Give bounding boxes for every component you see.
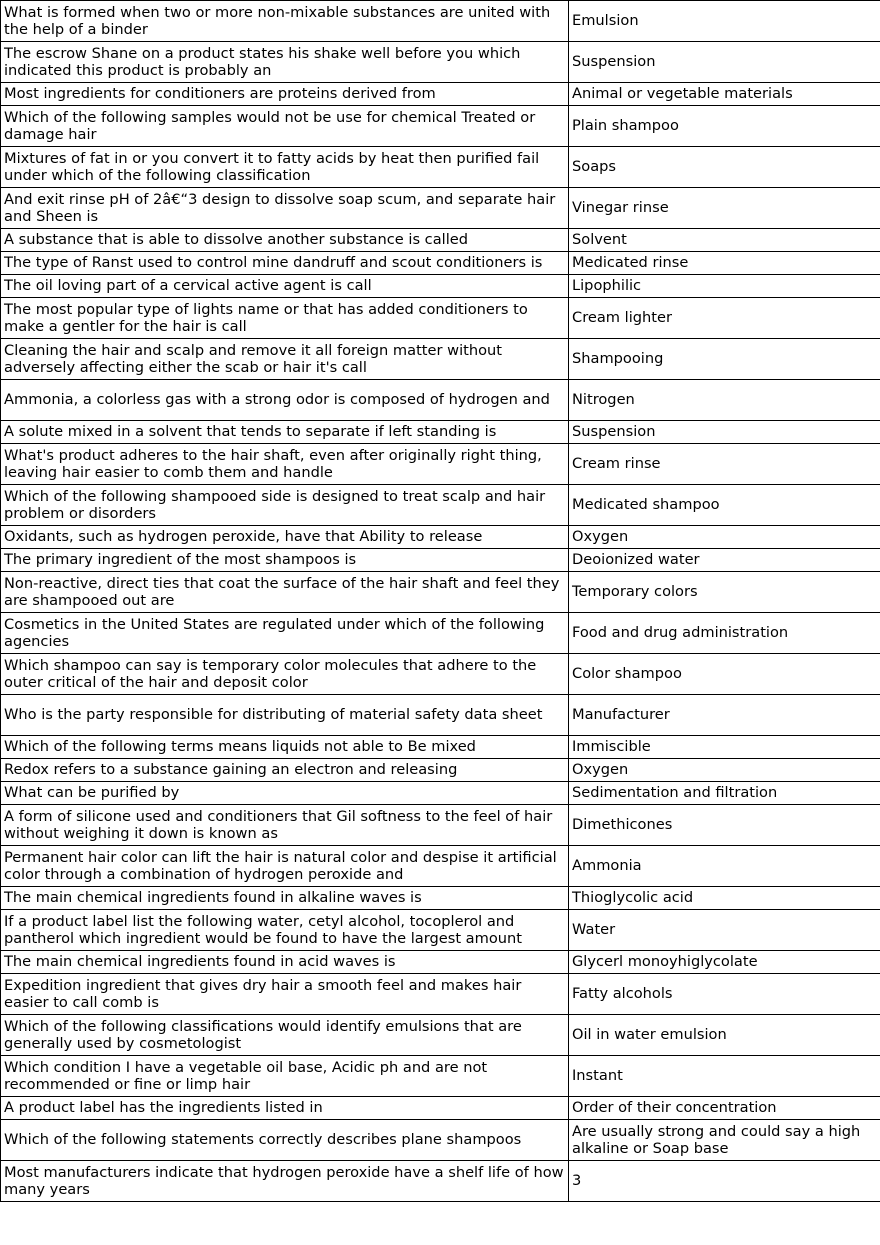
table-row xyxy=(1,846,880,887)
answer-cell: Soaps xyxy=(569,147,880,188)
question-cell: A product label has the ingredients listed in xyxy=(1,1097,569,1120)
table-row xyxy=(1,526,880,549)
answer-cell: Nitrogen xyxy=(569,380,880,421)
table-row xyxy=(1,1,880,42)
question-cell: Cleaning the hair and scalp and remove it all foreign matter without adversely affecting either the scab or hair it's call xyxy=(1,339,569,380)
question-cell: Redox refers to a substance gaining an electron and releasing xyxy=(1,759,569,782)
question-cell: What can be purified by xyxy=(1,782,569,805)
table-row xyxy=(1,887,880,910)
answer-cell: Medicated rinse xyxy=(569,252,880,275)
answer-cell: Food and drug administration xyxy=(569,613,880,654)
question-cell: The main chemical ingredients found in alkaline waves is xyxy=(1,887,569,910)
question-cell: Expedition ingredient that gives dry hair a smooth feel and makes hair easier to call comb is xyxy=(1,974,569,1015)
question-cell: Permanent hair color can lift the hair is natural color and despise it artificial color through a combination of hydrogen peroxide and xyxy=(1,846,569,887)
question-cell: Ammonia, a colorless gas with a strong odor is composed of hydrogen and xyxy=(1,380,569,421)
question-cell: The oil loving part of a cervical active agent is call xyxy=(1,275,569,298)
answer-cell: Oxygen xyxy=(569,526,880,549)
answer-cell: Oxygen xyxy=(569,759,880,782)
question-cell: Which of the following shampooed side is designed to treat scalp and hair problem or disorders xyxy=(1,485,569,526)
question-cell: The main chemical ingredients found in acid waves is xyxy=(1,951,569,974)
question-cell: The escrow Shane on a product states his shake well before you which indicated this product is probably an xyxy=(1,42,569,83)
table-row xyxy=(1,485,880,526)
table-row xyxy=(1,275,880,298)
table-row xyxy=(1,1161,880,1202)
table-row xyxy=(1,1056,880,1097)
answer-cell: Fatty alcohols xyxy=(569,974,880,1015)
answer-cell: Water xyxy=(569,910,880,951)
answer-cell: Suspension xyxy=(569,421,880,444)
question-cell: What is formed when two or more non-mixable substances are united with the help of a binder xyxy=(1,1,569,42)
question-cell: A form of silicone used and conditioners that Gil softness to the feel of hair without weighing it down is known as xyxy=(1,805,569,846)
question-cell: A solute mixed in a solvent that tends to separate if left standing is xyxy=(1,421,569,444)
table-row xyxy=(1,42,880,83)
answer-cell: Dimethicones xyxy=(569,805,880,846)
answer-cell: Manufacturer xyxy=(569,695,880,736)
table-row xyxy=(1,444,880,485)
table-row xyxy=(1,759,880,782)
table-row xyxy=(1,572,880,613)
answer-cell: Instant xyxy=(569,1056,880,1097)
question-cell: The type of Ranst used to control mine dandruff and scout conditioners is xyxy=(1,252,569,275)
table-row xyxy=(1,421,880,444)
answer-cell: Cream rinse xyxy=(569,444,880,485)
table-row xyxy=(1,695,880,736)
question-cell: The most popular type of lights name or that has added conditioners to make a gentler for the hair is call xyxy=(1,298,569,339)
table-row xyxy=(1,106,880,147)
question-cell: Which of the following statements correctly describes plane shampoos xyxy=(1,1120,569,1161)
answer-cell: Thioglycolic acid xyxy=(569,887,880,910)
table-row xyxy=(1,83,880,106)
answer-cell: Are usually strong and could say a high alkaline or Soap base xyxy=(569,1120,880,1161)
table-row xyxy=(1,910,880,951)
question-cell: Mixtures of fat in or you convert it to fatty acids by heat then purified fail under which of the following classification xyxy=(1,147,569,188)
question-cell: Cosmetics in the United States are regulated under which of the following agencies xyxy=(1,613,569,654)
question-cell: And exit rinse pH of 2â€“3 design to dissolve soap scum, and separate hair and Sheen is xyxy=(1,188,569,229)
table-row xyxy=(1,1120,880,1161)
question-cell: Most manufacturers indicate that hydrogen peroxide have a shelf life of how many years xyxy=(1,1161,569,1202)
question-cell: Which of the following samples would not be use for chemical Treated or damage hair xyxy=(1,106,569,147)
answer-cell: Animal or vegetable materials xyxy=(569,83,880,106)
table-row xyxy=(1,951,880,974)
question-cell: Most ingredients for conditioners are proteins derived from xyxy=(1,83,569,106)
table-row xyxy=(1,654,880,695)
table-row xyxy=(1,1097,880,1120)
answer-cell: Order of their concentration xyxy=(569,1097,880,1120)
question-cell: The primary ingredient of the most shampoos is xyxy=(1,549,569,572)
table-row xyxy=(1,339,880,380)
answer-cell: Ammonia xyxy=(569,846,880,887)
table-row xyxy=(1,252,880,275)
table-row xyxy=(1,736,880,759)
question-cell: If a product label list the following water, cetyl alcohol, tocoplerol and pantherol which ingredient would be found to have the largest amount xyxy=(1,910,569,951)
table-row xyxy=(1,613,880,654)
answer-cell: Deoionized water xyxy=(569,549,880,572)
table-row xyxy=(1,974,880,1015)
table-row xyxy=(1,380,880,421)
question-cell: What's product adheres to the hair shaft, even after originally right thing, leaving hair easier to comb them and handle xyxy=(1,444,569,485)
question-cell: Oxidants, such as hydrogen peroxide, have that Ability to release xyxy=(1,526,569,549)
question-cell: A substance that is able to dissolve another substance is called xyxy=(1,229,569,252)
answer-cell: Temporary colors xyxy=(569,572,880,613)
answer-cell: Solvent xyxy=(569,229,880,252)
question-cell: Which of the following terms means liquids not able to Be mixed xyxy=(1,736,569,759)
answer-cell: Color shampoo xyxy=(569,654,880,695)
table-row xyxy=(1,805,880,846)
answer-cell: Suspension xyxy=(569,42,880,83)
answer-cell: Plain shampoo xyxy=(569,106,880,147)
question-cell: Non-reactive, direct ties that coat the surface of the hair shaft and feel they are shampooed out are xyxy=(1,572,569,613)
answer-cell: Immiscible xyxy=(569,736,880,759)
answer-cell: Cream lighter xyxy=(569,298,880,339)
answer-cell: Medicated shampoo xyxy=(569,485,880,526)
answer-cell: Lipophilic xyxy=(569,275,880,298)
table-row xyxy=(1,229,880,252)
question-cell: Who is the party responsible for distributing of material safety data sheet xyxy=(1,695,569,736)
question-cell: Which shampoo can say is temporary color molecules that adhere to the outer critical of the hair and deposit color xyxy=(1,654,569,695)
table-row xyxy=(1,549,880,572)
answer-cell: Shampooing xyxy=(569,339,880,380)
answer-cell: Oil in water emulsion xyxy=(569,1015,880,1056)
table-row xyxy=(1,1015,880,1056)
answer-cell: Emulsion xyxy=(569,1,880,42)
flashcard-table-body xyxy=(1,1,880,1202)
answer-cell: Sedimentation and filtration xyxy=(569,782,880,805)
question-cell: Which of the following classifications would identify emulsions that are generally used by cosmetologist xyxy=(1,1015,569,1056)
answer-cell: Vinegar rinse xyxy=(569,188,880,229)
table-row xyxy=(1,782,880,805)
table-row xyxy=(1,147,880,188)
table-row xyxy=(1,188,880,229)
question-cell: Which condition I have a vegetable oil base, Acidic ph and are not recommended or fine or limp hair xyxy=(1,1056,569,1097)
answer-cell: 3 xyxy=(569,1161,880,1202)
table-row xyxy=(1,298,880,339)
answer-cell: Glycerl monoyhiglycolate xyxy=(569,951,880,974)
